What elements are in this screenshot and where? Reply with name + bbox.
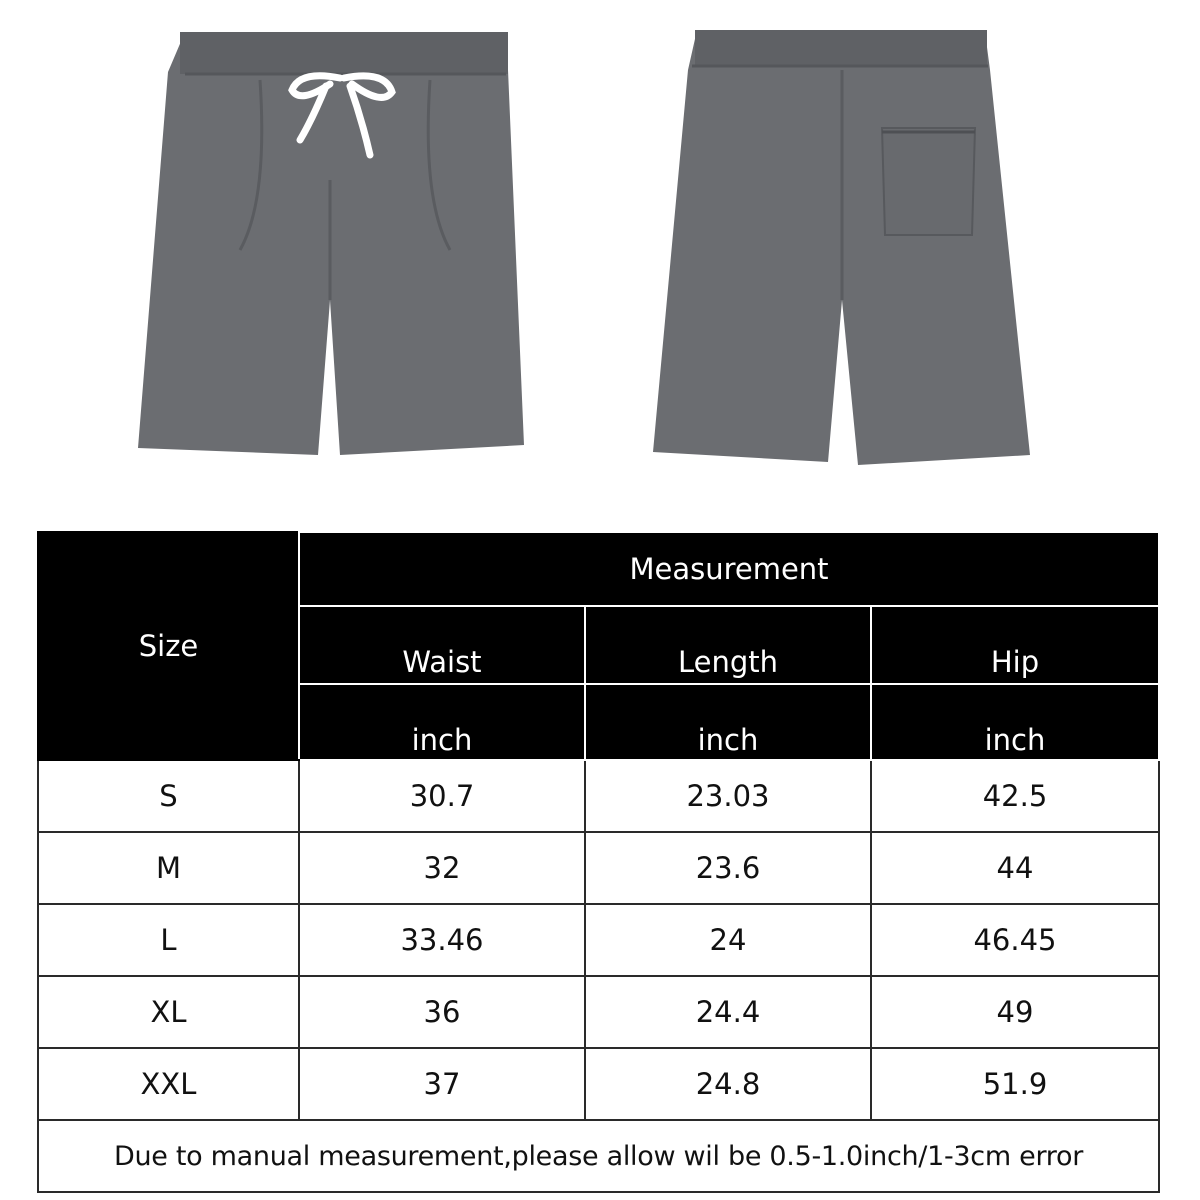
waist-cell: 30.7	[299, 760, 585, 832]
waist-cell: 33.46	[299, 904, 585, 976]
size-header: Size	[38, 532, 299, 760]
waist-cell: 37	[299, 1048, 585, 1120]
measurement-header: Measurement	[299, 532, 1159, 606]
waist-cell: 32	[299, 832, 585, 904]
table-row	[38, 760, 1159, 832]
table-row	[38, 1048, 1159, 1120]
hip-cell: 42.5	[871, 760, 1159, 832]
hip-cell: 49	[871, 976, 1159, 1048]
table-row	[38, 832, 1159, 904]
hip-cell: 46.45	[871, 904, 1159, 976]
waist-header: Waist	[299, 606, 585, 684]
waist-unit: inch	[299, 684, 585, 760]
waist-cell: 36	[299, 976, 585, 1048]
size-cell: S	[38, 760, 299, 832]
size-cell: L	[38, 904, 299, 976]
table-row	[38, 976, 1159, 1048]
length-cell: 24.4	[585, 976, 871, 1048]
shorts-back-image	[653, 30, 1030, 465]
hip-cell: 51.9	[871, 1048, 1159, 1120]
length-header: Length	[585, 606, 871, 684]
table-row	[38, 904, 1159, 976]
measurement-note: Due to manual measurement,please allow wil be 0.5-1.0inch/1-3cm error	[38, 1120, 1159, 1192]
length-cell: 23.03	[585, 760, 871, 832]
shorts-illustration	[0, 0, 1200, 520]
size-cell: XL	[38, 976, 299, 1048]
length-cell: 23.6	[585, 832, 871, 904]
product-images	[0, 0, 1200, 520]
hip-unit: inch	[871, 684, 1159, 760]
length-unit: inch	[585, 684, 871, 760]
size-chart-table	[37, 531, 1160, 1193]
hip-header: Hip	[871, 606, 1159, 684]
length-cell: 24	[585, 904, 871, 976]
shorts-front-image	[138, 32, 524, 455]
size-cell: M	[38, 832, 299, 904]
hip-cell: 44	[871, 832, 1159, 904]
size-cell: XXL	[38, 1048, 299, 1120]
length-cell: 24.8	[585, 1048, 871, 1120]
